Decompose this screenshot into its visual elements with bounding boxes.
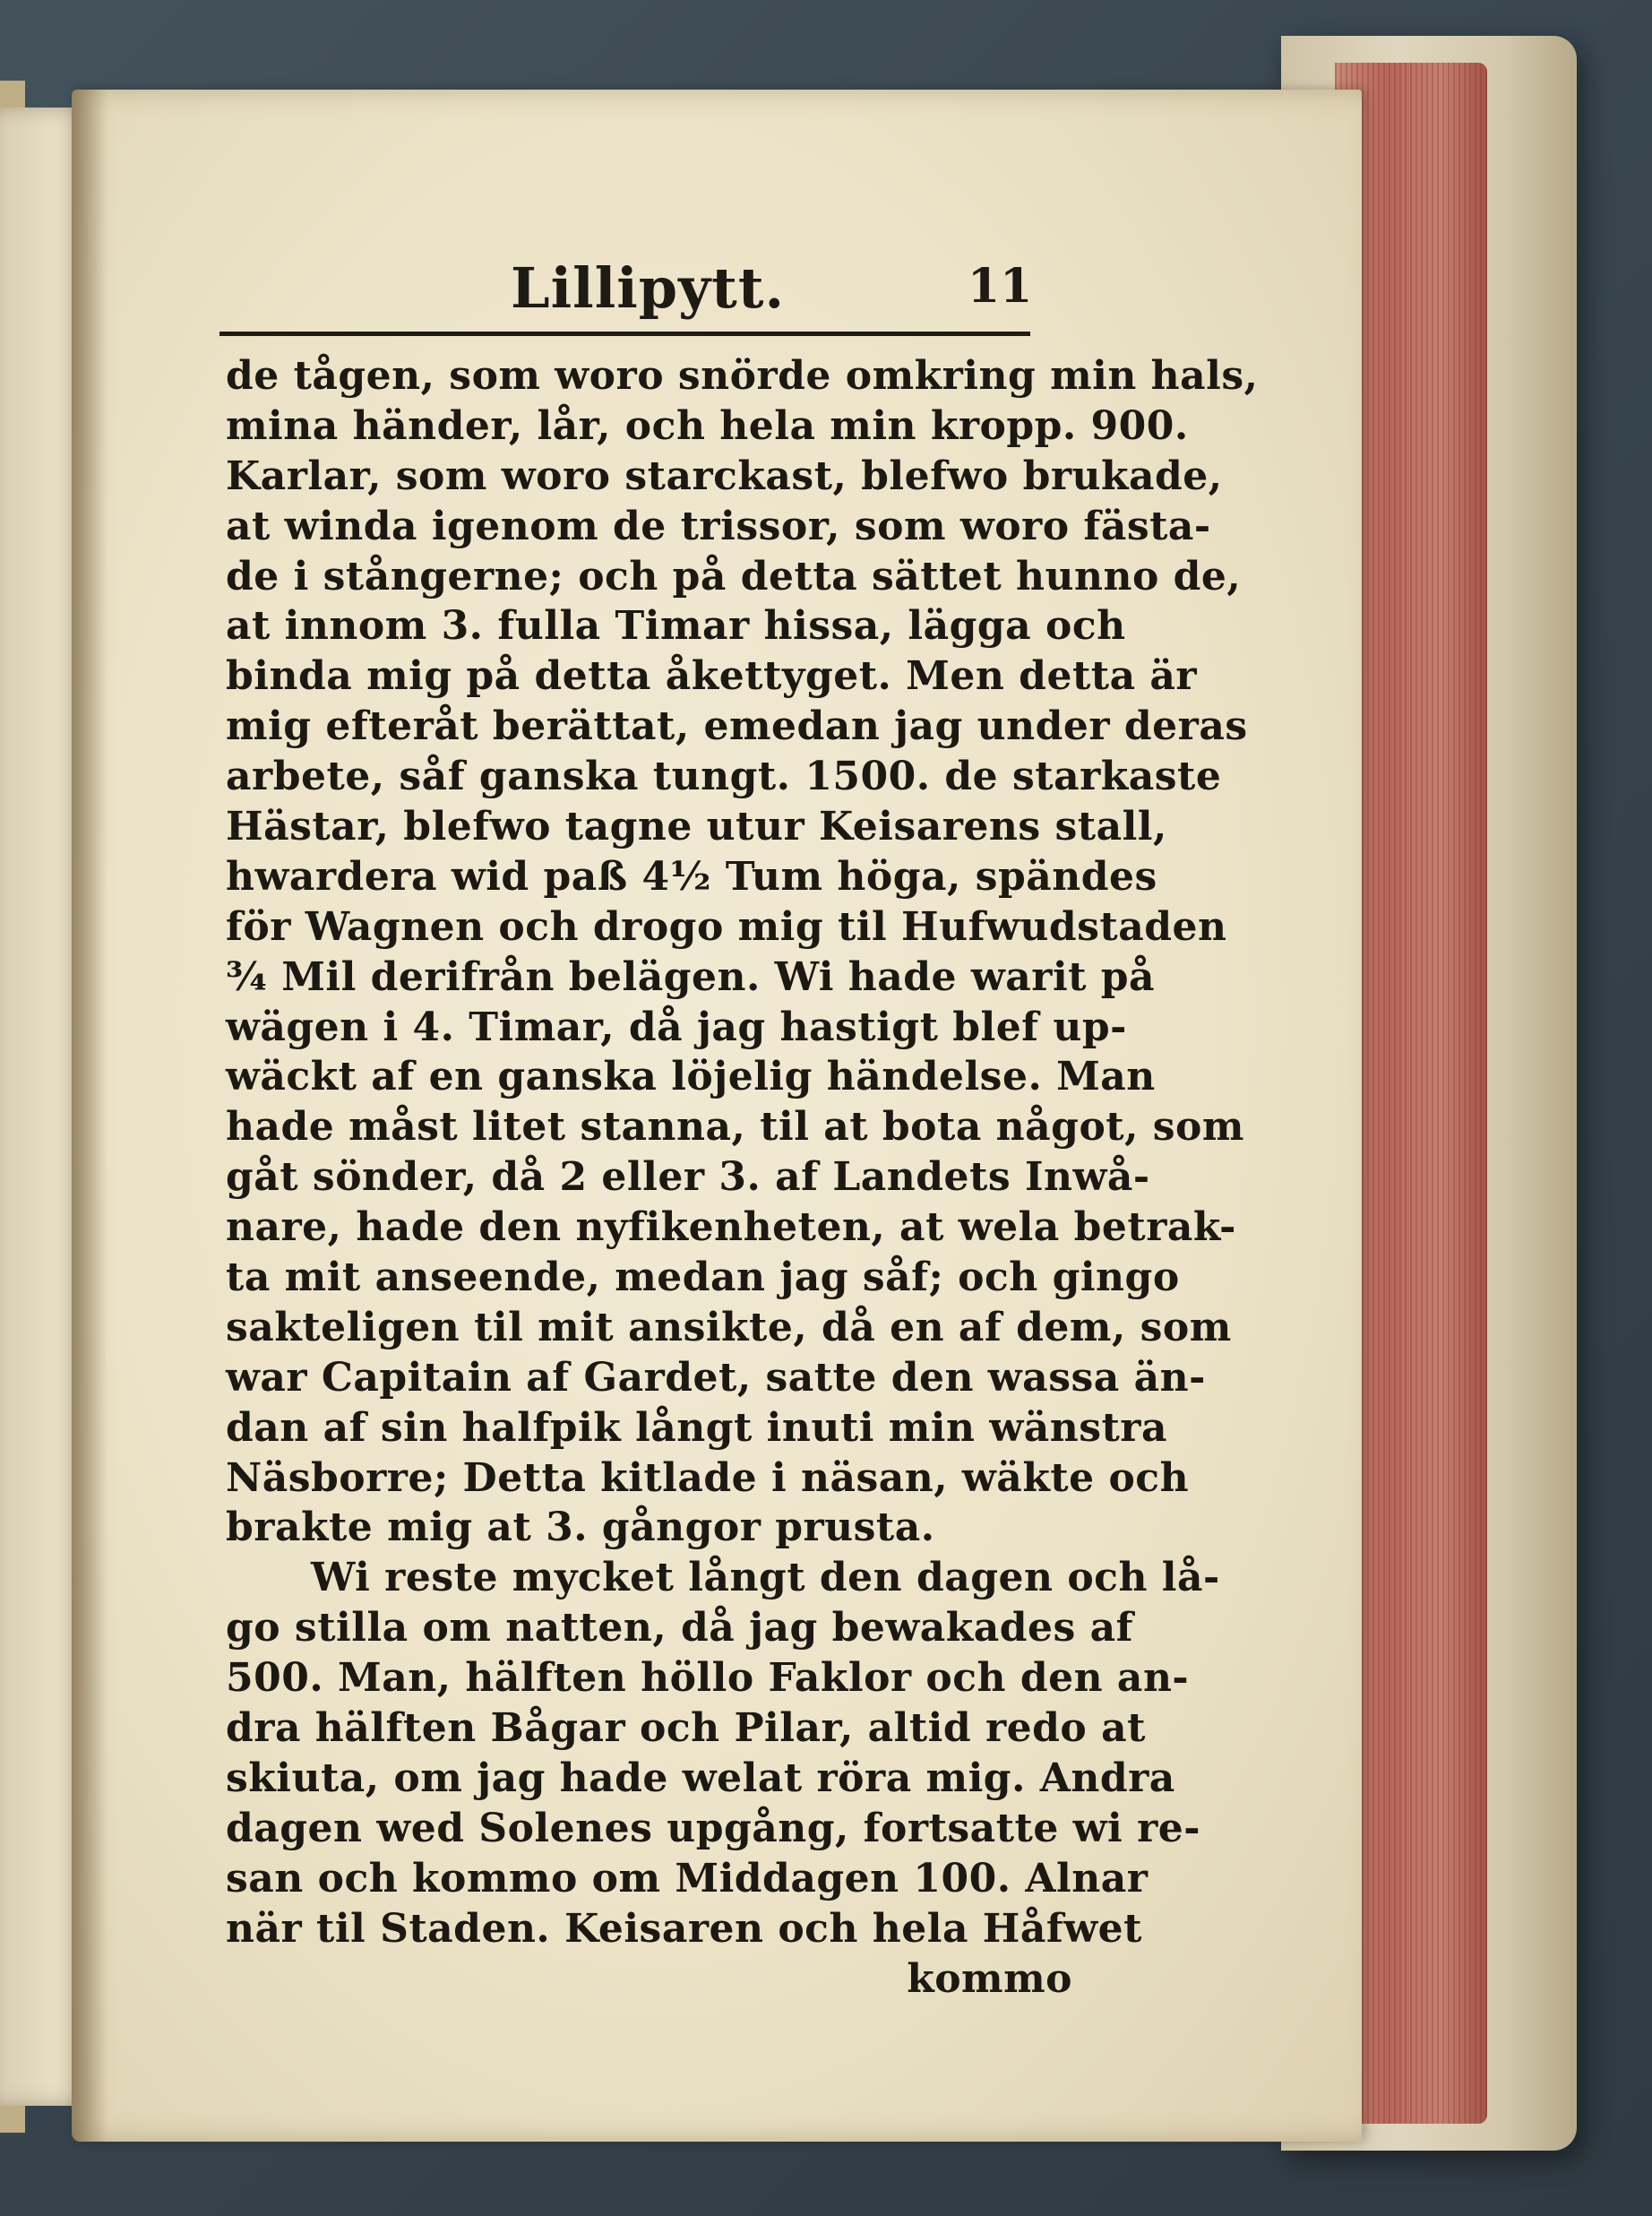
text-line: hwardera wid paß 4½ Tum höga, spändes — [226, 853, 1157, 900]
text-line: sakteligen til mit ansikte, då en af dem, som — [226, 1304, 1232, 1350]
paragraph-start-line: Wi reste mycket långt den dagen och lå- — [311, 1555, 1220, 1601]
text-line: Näsborre; Detta kitlade i näsan, wäkte och — [226, 1454, 1190, 1501]
page-number: 11 — [968, 259, 1033, 314]
running-title: Lillipytt. — [511, 255, 786, 321]
text-line: för Wagnen och drogo mig til Hufwudstaden — [226, 903, 1227, 950]
text-line: 500. Man, hälften höllo Faklor och den an- — [226, 1655, 1190, 1702]
text-line: Karlar, som woro starckast, blefwo brukade, — [226, 453, 1223, 499]
header-rule — [219, 332, 1030, 336]
text-line: wäckt af en ganska löjelig händelse. Man — [226, 1054, 1156, 1100]
text-line: dan af sin halfpik långt inuti min wänstra — [226, 1404, 1167, 1451]
text-line: hade måst litet stanna, til at bota något, som — [226, 1104, 1244, 1151]
text-line: de tågen, som woro snörde omkring min hals, — [226, 353, 1259, 399]
text-line: wägen i 4. Timar, då jag hastigt blef up- — [226, 1004, 1127, 1050]
text-line: när til Staden. Keisaren och hela Håfwet — [226, 1905, 1142, 1952]
text-line: ¾ Mil derifrån belägen. Wi hade warit på — [226, 953, 1156, 1000]
text-line: skiuta, om jag hade welat röra mig. Andra — [226, 1755, 1175, 1801]
text-line: war Capitain af Gardet, satte den wassa än- — [226, 1354, 1206, 1401]
text-line: binda mig på detta åkettyget. Men detta är — [226, 653, 1198, 700]
catchword: kommo — [907, 1955, 1072, 2002]
text-line: nare, hade den nyfikenheten, at wela betrak- — [226, 1204, 1236, 1251]
body-text — [226, 351, 1259, 2004]
text-line: ta mit anseende, medan jag såf; och gingo — [226, 1255, 1180, 1301]
text-line: gåt sönder, då 2 eller 3. af Landets Inwå- — [226, 1154, 1150, 1201]
text-line: de i stångerne; och på detta sättet hunno de, — [226, 553, 1242, 599]
text-line: san och kommo om Middagen 100. Alnar — [226, 1855, 1149, 1901]
text-line: at innom 3. fulla Timar hissa, lägga och — [226, 603, 1126, 650]
text-line: go stilla om natten, då jag bewakades af — [226, 1605, 1134, 1651]
text-line: mig efteråt berättat, emedan jag under deras — [226, 703, 1248, 750]
running-head — [224, 255, 1033, 327]
text-line: dagen wed Solenes upgång, fortsatte wi re- — [226, 1805, 1200, 1851]
text-line: arbete, såf ganska tungt. 1500. de starkaste — [226, 754, 1222, 800]
page-gutter — [72, 90, 108, 2142]
text-line: dra hälften Bågar och Pilar, altid redo at — [226, 1705, 1146, 1752]
text-line: at winda igenom de trissor, som woro fästa- — [226, 503, 1211, 549]
text-line: mina händer, lår, och hela min kropp. 900. — [226, 402, 1189, 449]
text-line: Hästar, blefwo tagne utur Keisarens stall, — [226, 804, 1167, 850]
text-line: brakte mig at 3. gångor prusta. — [226, 1505, 935, 1551]
